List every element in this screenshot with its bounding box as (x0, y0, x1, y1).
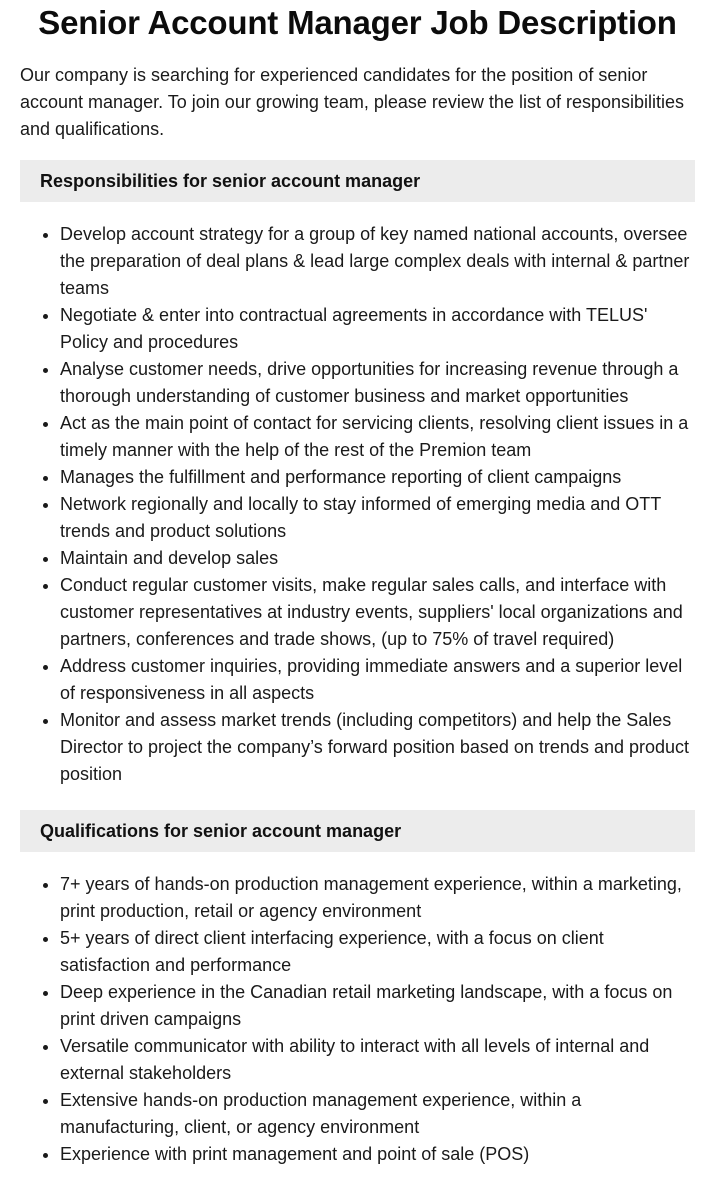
list-item: • Monitor and assess market trends (including competitors) and help the Sales Director to project the company’s forward position based on trends and product position (60, 707, 695, 788)
list-item: • 7+ years of hands-on production management experience, within a marketing, print production, retail or agency environment (60, 871, 695, 925)
list-item: • Address customer inquiries, providing immediate answers and a superior level of responsiveness in all aspects (60, 653, 695, 707)
responsibilities-heading-label: Responsibilities for senior account manager (40, 170, 421, 191)
qualifications-list (20, 871, 695, 1168)
intro-paragraph: Our company is searching for experienced candidates for the position of senior account manager. To join our growing team, please review the list of responsibilities and qualifications. (20, 65, 685, 139)
list-item: • Conduct regular customer visits, make regular sales calls, and interface with customer representatives at industry events, suppliers' local organizations and partners, conferences and trade shows, (up to 75% of travel required) (60, 572, 695, 653)
responsibilities-list (20, 221, 695, 788)
list-item: • Analyse customer needs, drive opportunities for increasing revenue through a thorough understanding of customer business and market opportunities (60, 356, 695, 410)
list-item: • 5+ years of direct client interfacing experience, with a focus on client satisfaction and performance (60, 925, 695, 979)
list-item: • Deep experience in the Canadian retail marketing landscape, with a focus on print driven campaigns (60, 979, 695, 1033)
list-item: • Develop account strategy for a group of key named national accounts, oversee the preparation of deal plans & lead large complex deals with internal & partner teams (60, 221, 695, 302)
list-item: • Network regionally and locally to stay informed of emerging media and OTT trends and product solutions (60, 491, 695, 545)
qualifications-heading (20, 810, 695, 852)
list-item: • Versatile communicator with ability to interact with all levels of internal and external stakeholders (60, 1033, 695, 1087)
list-item: • Experience with print management and point of sale (POS) (60, 1141, 695, 1168)
list-item: • Extensive hands-on production management experience, within a manufacturing, client, or agency environment (60, 1087, 695, 1141)
list-item: • Act as the main point of contact for servicing clients, resolving client issues in a timely manner with the help of the rest of the Premion team (60, 410, 695, 464)
qualifications-heading-label: Qualifications for senior account manager (40, 820, 402, 841)
list-item: • Negotiate & enter into contractual agreements in accordance with TELUS' Policy and procedures (60, 302, 695, 356)
responsibilities-heading (20, 160, 695, 202)
page-title: Senior Account Manager Job Description (38, 4, 677, 41)
list-item: • Manages the fulfillment and performance reporting of client campaigns (60, 464, 695, 491)
list-item: • Maintain and develop sales (60, 545, 695, 572)
